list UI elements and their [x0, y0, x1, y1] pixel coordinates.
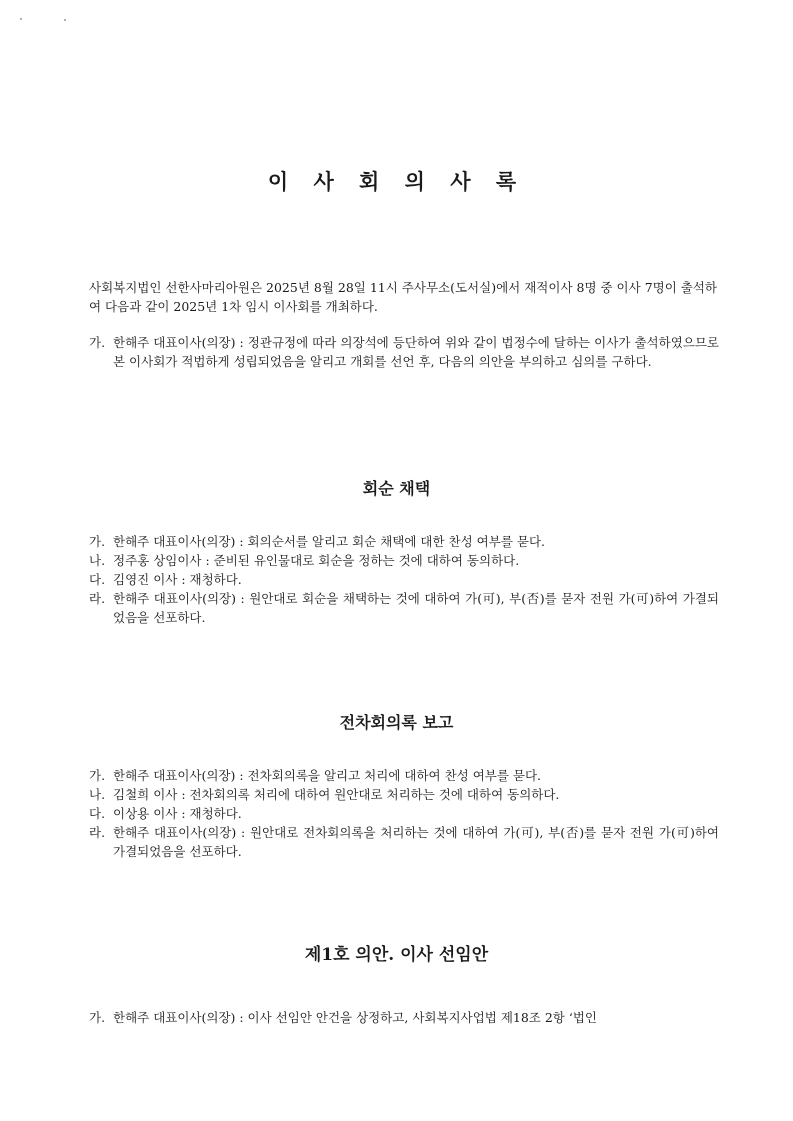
item-marker: 가. — [89, 534, 106, 549]
list-item — [89, 333, 719, 371]
list-item — [89, 1008, 719, 1027]
item-marker: 가. — [89, 335, 106, 350]
item-text: 정주홍 상임이사 : 준비된 유인물대로 회순을 정하는 것에 대하여 동의하다. — [113, 553, 520, 568]
item-text: 김영진 이사 : 재청하다. — [113, 572, 242, 587]
section-title-minutes: 전차회의록 보고 — [339, 713, 454, 732]
list-item — [89, 589, 719, 627]
item-text: 한해주 대표이사(의장) : 원안대로 회순을 채택하는 것에 대하여 가(可), 부(否)를 묻자 전원 가(可)하여 가결되었음을 선포하다. — [113, 591, 719, 625]
item-text: 한해주 대표이사(의장) : 정관규정에 따라 의장석에 등단하여 위와 같이 법정수에 달하는 이사가 출석하였으므로 본 이사회가 적법하게 성립되었음을 알리고 개회를 선언 후, 다음의 의안을 부의하고 심의를 구하다. — [113, 335, 719, 369]
list-item — [89, 804, 719, 823]
agenda-list — [89, 532, 719, 627]
item-marker: 라. — [89, 825, 106, 840]
list-item — [89, 785, 719, 804]
item-marker: 나. — [89, 787, 106, 802]
item-text: 한해주 대표이사(의장) : 회의순서를 알리고 회순 채택에 대한 찬성 여부를 묻다. — [113, 534, 545, 549]
scan-artifact — [20, 18, 22, 20]
item-text: 이상용 이사 : 재청하다. — [113, 806, 242, 821]
item-text: 김철희 이사 : 전차회의록 처리에 대하여 원안대로 처리하는 것에 대하여 동의하다. — [113, 787, 560, 802]
list-item — [89, 551, 719, 570]
opening-list — [89, 333, 719, 371]
minutes-list — [89, 766, 719, 861]
intro-paragraph: 사회복지법인 선한사마리아원은 2025년 8월 28일 11시 주사무소(도서실)에서 재적이사 8명 중 이사 7명이 출석하여 다음과 같이 2025년 1차 임시 이사회를 개최하다. — [89, 280, 717, 314]
scan-artifact — [64, 19, 66, 21]
item-text: 한해주 대표이사(의장) : 전차회의록을 알리고 처리에 대하여 찬성 여부를 묻다. — [113, 768, 542, 783]
document-title: 이 사 회 의 사 록 — [267, 169, 526, 194]
resolution-1-list — [89, 1008, 719, 1027]
item-marker: 가. — [89, 1010, 106, 1025]
list-item — [89, 570, 719, 589]
list-item — [89, 766, 719, 785]
section-title-agenda: 회순 채택 — [362, 479, 431, 498]
item-marker: 다. — [89, 806, 106, 821]
item-marker: 라. — [89, 591, 106, 606]
item-marker: 가. — [89, 768, 106, 783]
item-text: 한해주 대표이사(의장) : 원안대로 전차회의록을 처리하는 것에 대하여 가(可), 부(否)를 묻자 전원 가(可)하여 가결되었음을 선포하다. — [113, 825, 719, 859]
item-marker: 나. — [89, 553, 106, 568]
section-title-resolution-1: 제1호 의안. 이사 선임안 — [304, 945, 489, 965]
item-marker: 다. — [89, 572, 106, 587]
item-text: 한해주 대표이사(의장) : 이사 선임안 안건을 상정하고, 사회복지사업법 제18조 2항 ‘법인 — [113, 1010, 597, 1025]
list-item — [89, 823, 719, 861]
list-item — [89, 532, 719, 551]
